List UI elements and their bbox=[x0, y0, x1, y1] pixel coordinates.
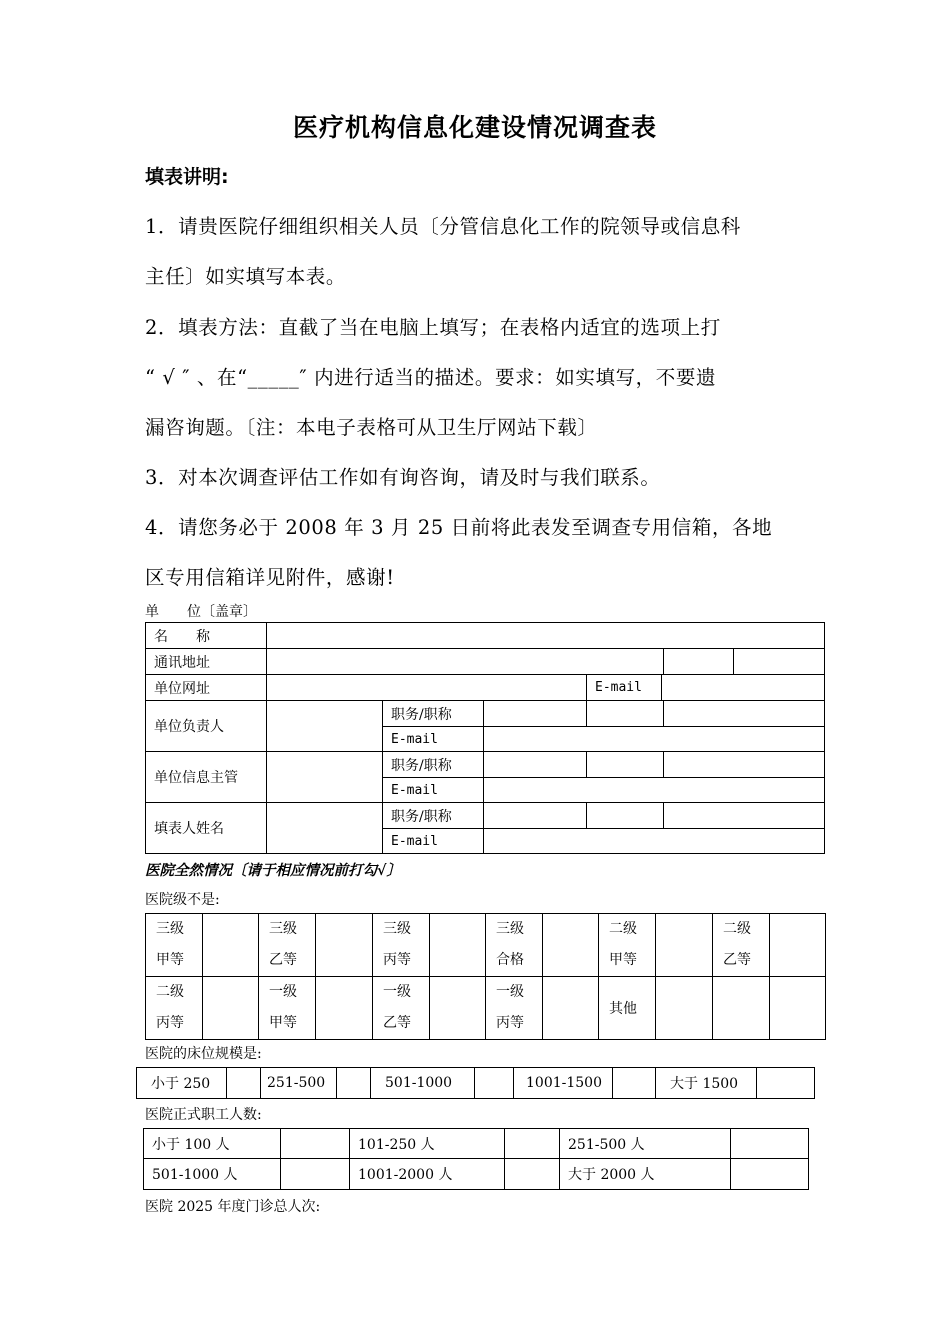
level-label: 医院级不是: bbox=[145, 892, 220, 908]
instruction-line: 区专用信箱详见附件，感谢! bbox=[145, 566, 395, 589]
instruction-line: 4．请您务必于 2008 年 3 月 25 日前将此表发至调查专用信箱，各地 bbox=[145, 516, 773, 539]
email-field[interactable] bbox=[662, 675, 825, 701]
level-checkbox[interactable] bbox=[543, 914, 599, 977]
instructions-heading: 填表讲明: bbox=[145, 166, 229, 188]
level-option: 三级 乙等 bbox=[259, 914, 316, 977]
head-name-field[interactable] bbox=[267, 701, 383, 752]
email-label: E-mail bbox=[383, 727, 484, 752]
filler-label: 填表人姓名 bbox=[146, 803, 267, 854]
staff-option: 1001-2000 人 bbox=[350, 1159, 505, 1190]
level-option: 三级 丙等 bbox=[373, 914, 430, 977]
email-label: E-mail bbox=[383, 778, 484, 803]
info-manager-name-field[interactable] bbox=[267, 752, 383, 803]
position-extra-field[interactable] bbox=[664, 752, 825, 778]
position-field[interactable] bbox=[484, 752, 587, 778]
instruction-line: 1．请贵医院仔细组织相关人员〔分管信息化工作的院领导或信息科 bbox=[145, 215, 741, 238]
instruction-line: 主任〕如实填写本表。 bbox=[145, 265, 347, 288]
position-extra-field[interactable] bbox=[587, 752, 664, 778]
staff-option: 小于 100 人 bbox=[144, 1129, 281, 1159]
position-extra-field[interactable] bbox=[664, 803, 825, 829]
page-title: 医疗机构信息化建设情况调查表 bbox=[292, 113, 657, 142]
level-checkbox[interactable] bbox=[770, 977, 826, 1040]
website-label: 单位网址 bbox=[146, 675, 267, 701]
email-field[interactable] bbox=[484, 829, 825, 854]
instruction-line: 漏咨询题。〔注：本电子表格可从卫生厅网站下载〕 bbox=[145, 416, 598, 439]
staff-label: 医院正式职工人数: bbox=[145, 1107, 262, 1123]
address-label: 通讯地址 bbox=[146, 649, 267, 675]
website-field[interactable] bbox=[267, 675, 587, 701]
position-field[interactable] bbox=[484, 701, 587, 727]
name-field[interactable] bbox=[267, 623, 825, 649]
level-option: 二级 丙等 bbox=[146, 977, 203, 1040]
staff-option: 大于 2000 人 bbox=[560, 1159, 731, 1190]
address-field[interactable] bbox=[267, 649, 664, 675]
beds-option: 1001-1500 bbox=[514, 1068, 613, 1099]
instruction-line: 3．对本次调查评估工作如有询咨询，请及时与我们联系。 bbox=[145, 466, 661, 489]
position-label: 职务/职称 bbox=[383, 803, 484, 829]
level-checkbox[interactable] bbox=[316, 914, 373, 977]
position-extra-field[interactable] bbox=[587, 803, 664, 829]
level-option: 三级 甲等 bbox=[146, 914, 203, 977]
beds-option: 251-500 bbox=[261, 1068, 337, 1099]
beds-option: 501-1000 bbox=[371, 1068, 475, 1099]
beds-checkbox[interactable] bbox=[337, 1068, 371, 1099]
instruction-line: “ √ ″ 、在“_____″ 内进行适当的描述。要求：如实填写，不要遗 bbox=[145, 366, 717, 389]
position-label: 职务/职称 bbox=[383, 752, 484, 778]
staff-option: 101-250 人 bbox=[350, 1129, 505, 1159]
position-extra-field[interactable] bbox=[587, 701, 664, 727]
level-option: 二级 甲等 bbox=[599, 914, 656, 977]
level-option: 一级 甲等 bbox=[259, 977, 316, 1040]
bed-scale-table bbox=[136, 1067, 815, 1099]
email-label: E-mail bbox=[587, 675, 662, 701]
address-extra-field[interactable] bbox=[664, 649, 734, 675]
staff-checkbox[interactable] bbox=[731, 1129, 809, 1159]
level-option: 一级 丙等 bbox=[486, 977, 543, 1040]
staff-option: 251-500 人 bbox=[560, 1129, 731, 1159]
staff-count-table bbox=[143, 1128, 809, 1190]
info-manager-label: 单位信息主管 bbox=[146, 752, 267, 803]
level-checkbox[interactable] bbox=[430, 914, 486, 977]
beds-checkbox[interactable] bbox=[757, 1068, 815, 1099]
level-option: 二级 乙等 bbox=[713, 914, 770, 977]
level-checkbox[interactable] bbox=[203, 977, 259, 1040]
name-label: 名 称 bbox=[146, 623, 267, 649]
beds-option: 大于 1500 bbox=[656, 1068, 757, 1099]
beds-label: 医院的床位规模是: bbox=[145, 1046, 262, 1062]
level-checkbox[interactable] bbox=[656, 977, 713, 1040]
level-option: 一级 乙等 bbox=[373, 977, 430, 1040]
address-extra-field[interactable] bbox=[734, 649, 825, 675]
head-label: 单位负责人 bbox=[146, 701, 267, 752]
position-extra-field[interactable] bbox=[664, 701, 825, 727]
level-checkbox[interactable] bbox=[203, 914, 259, 977]
level-checkbox[interactable] bbox=[430, 977, 486, 1040]
beds-option: 小于 250 bbox=[137, 1068, 227, 1099]
level-checkbox[interactable] bbox=[770, 914, 826, 977]
staff-checkbox[interactable] bbox=[505, 1159, 560, 1190]
staff-checkbox[interactable] bbox=[281, 1129, 350, 1159]
email-field[interactable] bbox=[484, 727, 825, 752]
filler-name-field[interactable] bbox=[267, 803, 383, 854]
unit-info-table bbox=[145, 622, 825, 854]
email-field[interactable] bbox=[484, 778, 825, 803]
level-blank-cell bbox=[713, 977, 770, 1040]
instruction-line: 2．填表方法：直截了当在电脑上填写；在表格内适宜的选项上打 bbox=[145, 316, 721, 339]
staff-checkbox[interactable] bbox=[505, 1129, 560, 1159]
beds-checkbox[interactable] bbox=[613, 1068, 656, 1099]
staff-checkbox[interactable] bbox=[281, 1159, 350, 1190]
level-checkbox[interactable] bbox=[543, 977, 599, 1040]
position-field[interactable] bbox=[484, 803, 587, 829]
level-checkbox[interactable] bbox=[656, 914, 713, 977]
position-label: 职务/职称 bbox=[383, 701, 484, 727]
beds-checkbox[interactable] bbox=[475, 1068, 514, 1099]
outpatient-label: 医院 2025 年度门诊总人次: bbox=[145, 1199, 321, 1215]
level-option: 三级 合格 bbox=[486, 914, 543, 977]
staff-checkbox[interactable] bbox=[731, 1159, 809, 1190]
staff-option: 501-1000 人 bbox=[144, 1159, 281, 1190]
general-info-heading: 医院全然情况〔请于相应情况前打勾√〕 bbox=[145, 862, 402, 879]
level-checkbox[interactable] bbox=[316, 977, 373, 1040]
level-option-other: 其他 bbox=[599, 977, 656, 1040]
email-label: E-mail bbox=[383, 829, 484, 854]
hospital-level-table bbox=[145, 913, 826, 1040]
beds-checkbox[interactable] bbox=[227, 1068, 261, 1099]
unit-stamp-label: 单 位〔盖章〕 bbox=[145, 604, 257, 620]
